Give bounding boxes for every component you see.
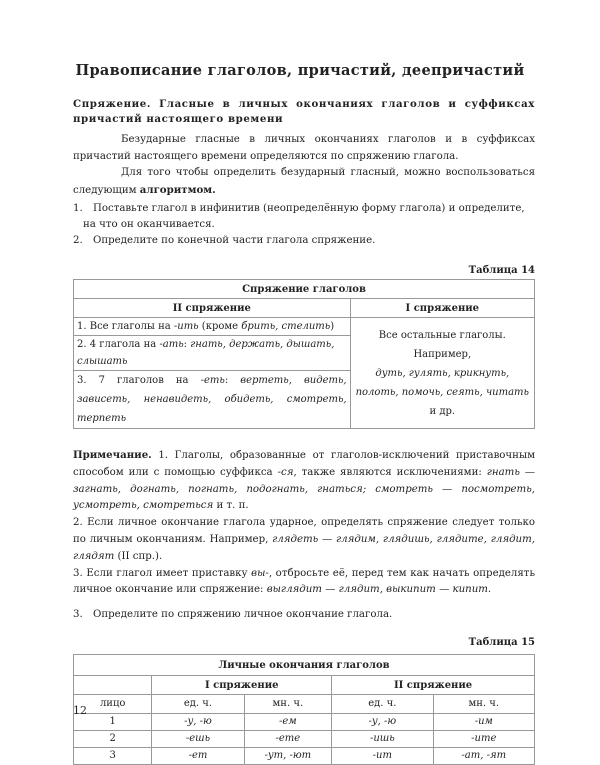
table-label: Таблица 15 (468, 637, 535, 649)
person-cell: 2 (74, 731, 152, 748)
column-header: I спряжение (152, 676, 332, 695)
text: : (224, 375, 241, 386)
table-cell (74, 371, 351, 429)
text: Для того чтобы определить безударный гласный, можно воспользоваться следующим (73, 167, 535, 196)
subheader: ед. ч. (332, 695, 433, 714)
ending-cell: -ите (433, 731, 534, 748)
italic-text: -ать (159, 339, 184, 350)
ending-cell: -ете (244, 731, 332, 748)
paragraph (73, 165, 535, 199)
subheader: мн. ч. (433, 695, 534, 714)
list-number: 1. (73, 203, 83, 214)
page-title: Правописание глаголов, причастий, деепричастий (75, 62, 525, 79)
text: 3. Если глагол имеет приставку (73, 567, 252, 579)
table-caption: Личные окончания глаголов (74, 655, 535, 676)
paragraph: Безударные гласные в личных окончаниях глаголов и в суффиксах причастий настоящего времени определяются по спряжению глагола. (73, 134, 535, 162)
text: (II спр.). (114, 550, 163, 562)
table-caption: Спряжение глаголов (74, 280, 535, 299)
table-cell (74, 336, 351, 371)
column-header: II спряжение (332, 676, 535, 695)
section-heading: Спряжение. Гласные в личных окончаниях глаголов и суффиксах причастий настоящего времени (73, 98, 535, 125)
column-header: II спряжение (74, 299, 351, 318)
cell-text (354, 364, 531, 421)
ending-cell: -им (433, 714, 534, 731)
table-cell (74, 318, 351, 336)
note (73, 447, 535, 599)
algorithm-steps (73, 201, 535, 249)
italic-text: -ся (277, 466, 294, 478)
subheader: мн. ч. (244, 695, 332, 714)
cell-text: и др. (429, 405, 456, 417)
bold-text: алгоритмом. (139, 183, 216, 196)
ending-cell: -у, -ю (332, 714, 433, 731)
table-row (74, 714, 535, 731)
ending-cell: -ишь (332, 731, 433, 748)
algorithm-steps (73, 607, 535, 623)
italic-text: брить, стелить (241, 321, 331, 332)
list-text: Определите по конечной части глагола спряжение. (93, 235, 376, 246)
text: ) (330, 321, 335, 332)
ending-cell: -ут, -ют (244, 748, 332, 765)
list-item (73, 607, 535, 623)
italic-text: вы- (251, 567, 269, 579)
text: 1. Все глаголы на (77, 321, 174, 332)
table-row (74, 748, 535, 765)
table-row (74, 731, 535, 748)
text: (кроме (198, 321, 242, 332)
cell-text: Например, (413, 348, 472, 360)
page-number: 12 (73, 704, 87, 717)
text: , отбросьте её, перед тем как начать определять личное окончание или спряжение: (73, 567, 535, 596)
list-text: Определите по спряжению личное окончание глагола. (93, 609, 393, 621)
table-label: Таблица 14 (468, 265, 535, 276)
page-body (73, 97, 535, 765)
text: : (183, 339, 191, 350)
ending-cell: -ем (244, 714, 332, 731)
italic-text: вертеть, видеть, зависеть, ненавидеть, обидеть, смотреть, терпеть (77, 375, 347, 424)
text: 1. Глаголы, образованные от глаголов-исключений приставочным способом или с помощью суффикса (73, 450, 535, 478)
text: и т. п. (213, 500, 249, 512)
list-item (73, 233, 535, 249)
table-row (74, 318, 535, 336)
conjugation-table (73, 279, 535, 429)
person-cell: 3 (74, 748, 152, 765)
text: 2. Если личное окончание глагола ударное, определять спряжение следует только по личным окончаниям. Например, (73, 517, 535, 545)
italic-text: выглядит — глядит, выкипит — кипит. (266, 584, 492, 596)
text: 2. 4 глагола на (77, 339, 160, 350)
text: , также являются исключениями: (293, 466, 487, 478)
list-number: 3. (73, 609, 83, 621)
column-header (74, 676, 152, 695)
note-paragraph (73, 447, 535, 515)
cell-text: Все остальные глаголы. (378, 329, 506, 341)
list-text: Поставьте глагол в инфинитив (неопределённую форму глагола) и определите, на что он оканчивается. (83, 203, 525, 230)
subheader: ед. ч. (152, 695, 244, 714)
text: 3. 7 глаголов на (77, 375, 201, 386)
endings-table (73, 654, 535, 765)
subheader: лицо (74, 695, 152, 714)
italic-text: глядеть — глядим, глядишь, глядите, глядит, глядят (73, 533, 535, 562)
bold-text: Примечание. (73, 449, 152, 461)
table-row (74, 695, 535, 714)
ending-cell: -ет (152, 748, 244, 765)
ending-cell: -у, -ю (152, 714, 244, 731)
person-cell: 1 (74, 714, 152, 731)
table-cell-other-verbs (350, 318, 534, 429)
note-paragraph (73, 566, 535, 600)
list-number: 2. (73, 235, 83, 246)
italic-text: гнать — загнать, догнать, погнать, подогнать, гнаться; смотреть — посмотреть, усмотреть, смотреться (73, 466, 535, 512)
ending-cell: -ешь (152, 731, 244, 748)
italic-text: -ить (173, 321, 199, 332)
ending-cell: -ит (332, 748, 433, 765)
italic-text: гнать, держать, дышать, слышать (77, 339, 335, 367)
note-paragraph (73, 515, 535, 565)
ending-cell: -ат, -ят (433, 748, 534, 765)
examples: дуть, гулять, крикнуть, полоть, помочь, сеять, читать (355, 367, 529, 398)
italic-text: -еть (200, 375, 225, 386)
list-item (73, 201, 535, 233)
column-header: I спряжение (350, 299, 534, 318)
